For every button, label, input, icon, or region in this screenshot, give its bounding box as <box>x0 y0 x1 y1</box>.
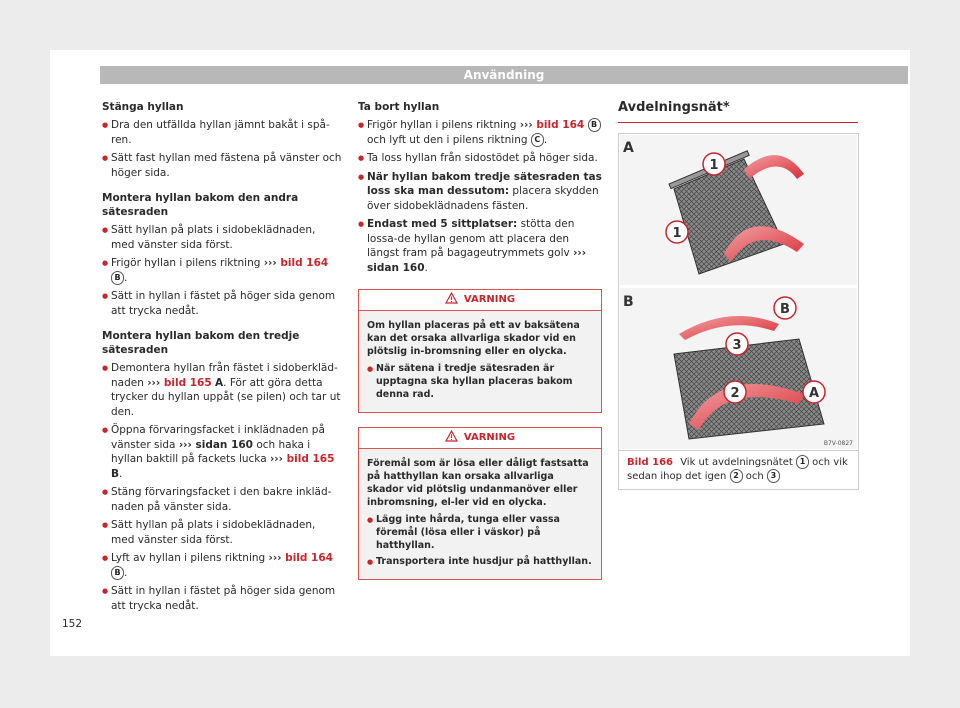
column-right <box>618 100 858 490</box>
list-item: ● Öppna förvaringsfacket i inklädnaden på vänster sida ››› sidan 160 och haka i hyllan baktill på fackets lucka ››› bild 165 B. <box>102 423 342 481</box>
section-title-remove-shelf: Ta bort hyllan <box>358 101 440 113</box>
warning-body <box>359 449 601 579</box>
figure-label-badge: C <box>531 133 544 147</box>
figure-caption: Bild 166 Vik ut avdelningsnätet 1 och vik sedan ihop det igen 2 och 3 <box>618 451 859 490</box>
warning-label: VARNING <box>463 432 516 443</box>
page-link[interactable]: ››› sidan 160 <box>367 247 587 274</box>
warning-label: VARNING <box>463 294 516 305</box>
warning-header <box>359 428 601 449</box>
caption-label-badge: 1 <box>796 455 809 469</box>
warning-box <box>358 427 602 580</box>
list-item: ● Endast med 5 sittplatser: stötta den lossa-de hyllan genom att placera den längst fram på bagageutrymmets golv ››› sidan 160. <box>358 217 602 275</box>
divider-net-illustration <box>619 134 858 450</box>
list-item: ● Sätt hyllan på plats i sidobeklädnaden, med vänster sida först. <box>102 518 342 547</box>
list-item: ● Sätt in hyllan i fästet på höger sida genom att trycka nedåt. <box>102 584 342 613</box>
list-item: ● När sätena i tredje sätesraden är upptagna ska hyllan placeras bakom denna rad. <box>367 362 593 401</box>
figure-link[interactable]: ››› bild 165 <box>147 376 212 389</box>
section-title-close-shelf: Stänga hyllan <box>102 101 184 113</box>
list-item: ● Stäng förvaringsfacket i den bakre inkläd-naden på vänster sida. <box>102 485 342 514</box>
page <box>50 50 910 656</box>
figure-link[interactable]: ››› bild 164 <box>519 119 585 131</box>
figure-link[interactable]: ››› bild 164 <box>268 552 333 564</box>
warning-triangle-icon <box>445 292 458 304</box>
figure-label-badge: B <box>588 118 601 132</box>
list-item: ● Demontera hyllan från fästet i sidoberkläd-naden ››› bild 165 A. För att göra detta trycker du hyllan uppåt (se pilen) och tar ut den. <box>102 361 342 419</box>
section-title-third-row: Montera hyllan bakom den tredje sätesraden <box>102 330 300 356</box>
callout-letter: A <box>808 386 820 401</box>
page-number: 152 <box>62 618 83 630</box>
list-item: ● Lyft av hyllan i pilens riktning ››› bild 164 B . <box>102 551 342 580</box>
callout-number: 1 <box>709 158 719 173</box>
column-left <box>102 100 342 617</box>
caption-figure-number: Bild 166 <box>627 457 673 468</box>
page-link[interactable]: ››› sidan 160 <box>178 438 253 451</box>
figure-code: B7V-0827 <box>823 440 853 447</box>
warning-text: Om hyllan placeras på ett av baksätena kan det orsaka allvarliga skador vid en plötslig in-bromsning eller en olycka. <box>367 320 580 357</box>
section-title-divider-net: Avdelningsnät* <box>618 100 858 123</box>
list-item: ● Frigör hyllan i pilens riktning ››› bild 164 B . <box>102 256 342 285</box>
figure-link[interactable]: ››› bild 164 <box>263 257 329 269</box>
list-item: ● Sätt hyllan på plats i sidobeklädnaden, med vänster sida först. <box>102 223 342 252</box>
caption-label-badge: 2 <box>730 469 743 483</box>
list-item: ● Transportera inte husdjur på hatthyllan. <box>367 555 593 568</box>
warning-text: Föremål som är lösa eller dåligt fastsatta på hatthyllan kan orsaka allvarliga skador vid plötslig undanmanöver eller inbromsning, el-ler vid en olycka. <box>367 458 589 508</box>
figure-166 <box>618 133 859 451</box>
list-item: ● Sätt fast hyllan med fästena på vänster och höger sida. <box>102 151 342 180</box>
list-item: ● Sätt in hyllan i fästet på höger sida genom att trycka nedåt. <box>102 289 342 318</box>
figure-link[interactable]: ››› bild 165 <box>269 453 335 465</box>
column-middle <box>358 100 602 592</box>
callout-number: 1 <box>672 226 682 241</box>
list-item: ● Ta loss hyllan från sidostödet på höger sida. <box>358 151 602 166</box>
warning-body <box>359 311 601 412</box>
callout-number: 3 <box>732 338 742 353</box>
callout-letter: B <box>780 302 790 317</box>
list-item: ● Frigör hyllan i pilens riktning ››› bild 164 B och lyft ut den i pilens riktning C . <box>358 118 602 147</box>
list-item: ● När hyllan bakom tredje sätesraden tas loss ska man dessutom: placera skydden över sidobeklädnadens fästen. <box>358 170 602 214</box>
figure-label-badge: B <box>111 271 124 285</box>
callout-number: 2 <box>730 386 740 401</box>
panel-a-letter: A <box>623 140 634 156</box>
section-title-second-row: Montera hyllan bakom den andra sätesraden <box>102 192 299 218</box>
warning-header <box>359 290 601 311</box>
panel-b-letter: B <box>623 294 634 310</box>
page-header: Användning <box>100 66 908 84</box>
caption-label-badge: 3 <box>767 469 780 483</box>
list-item: ● Lägg inte hårda, tunga eller vassa föremål (lösa eller i väskor) på hatthyllan. <box>367 513 593 552</box>
warning-triangle-icon <box>445 430 458 442</box>
figure-label-badge: B <box>111 566 124 580</box>
list-item: ● Dra den utfällda hyllan jämnt bakåt i spå-ren. <box>102 118 342 147</box>
warning-box <box>358 289 602 413</box>
